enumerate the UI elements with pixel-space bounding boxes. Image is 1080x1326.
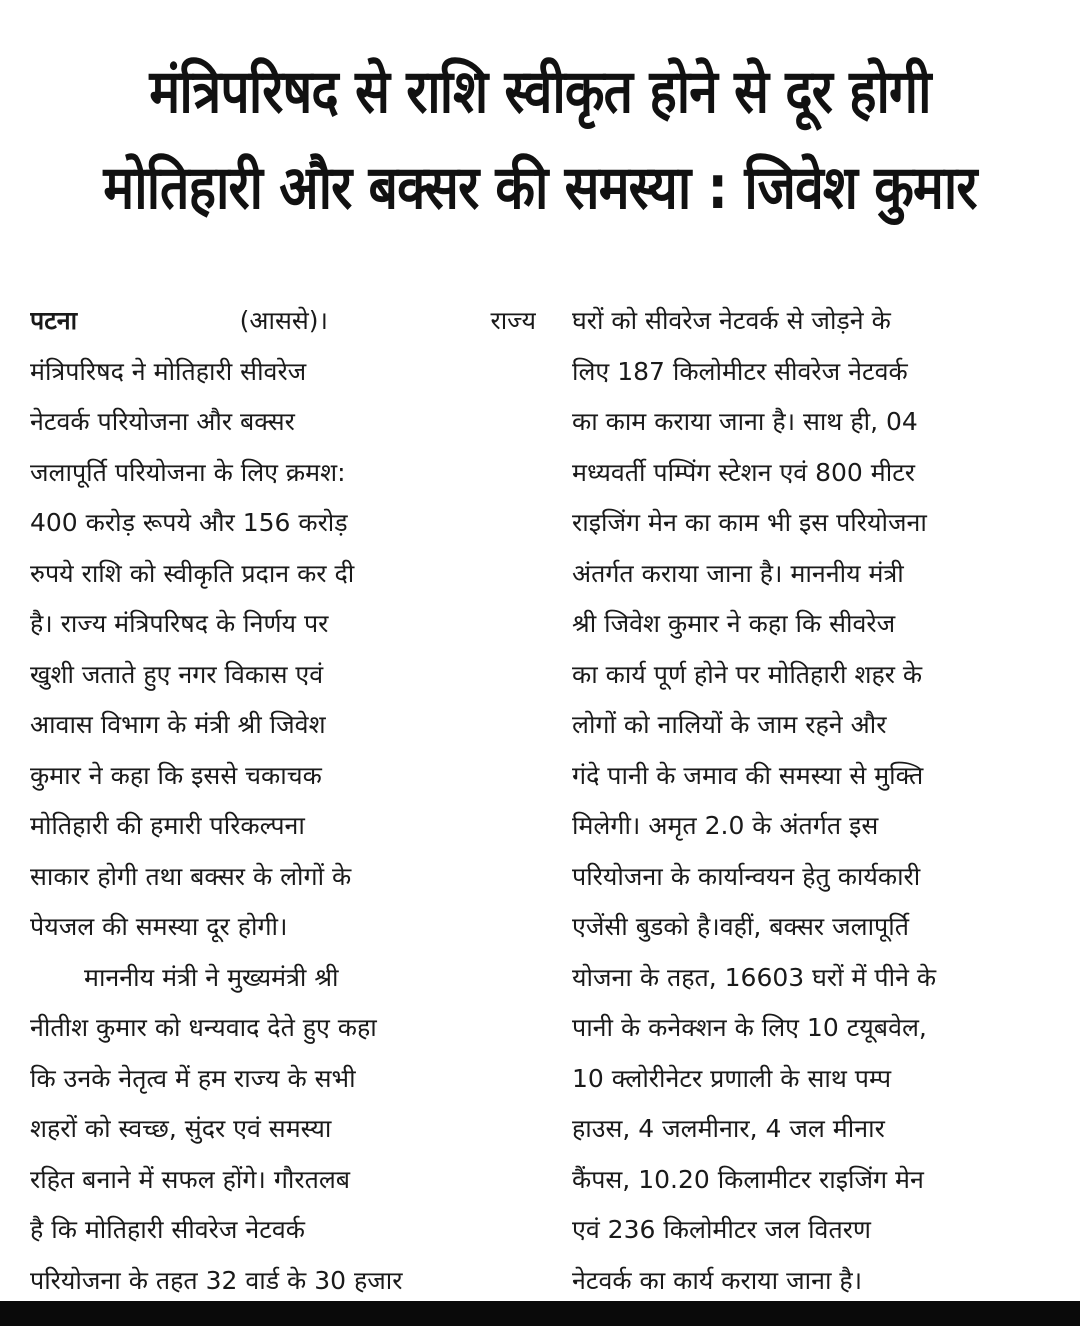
- article-line: रुपये राशि को स्वीकृति प्रदान कर दी: [30, 558, 355, 588]
- article-line: योजना के तहत, 16603 घरों में पीने के: [572, 962, 937, 992]
- article-line: आवास विभाग के मंत्री श्री जिवेश: [30, 710, 326, 739]
- article-first-line: [30, 296, 536, 347]
- headline-line-1: मंत्रिपरिषद से राशि स्वीकृत होने से दूर होगी: [149, 57, 931, 127]
- article-line: श्री जिवेश कुमार ने कहा कि सीवरेज: [572, 609, 896, 638]
- agency-credit: (आससे)।: [239, 306, 328, 335]
- article-line: मोतिहारी की हमारी परिकल्पना: [30, 811, 305, 840]
- article-line: साकार होगी तथा बक्सर के लोगों के: [30, 861, 352, 891]
- dateline: पटना: [30, 306, 78, 335]
- headline-line-2: मोतिहारी और बक्सर की समस्या : जिवेश कुमार: [103, 153, 977, 223]
- article-line: लिए 187 किलोमीटर सीवरेज नेटवर्क: [572, 356, 908, 386]
- article-line: राज्य: [490, 306, 536, 335]
- article-line: पेयजल की समस्या दूर होगी।: [30, 912, 288, 941]
- article-line: नेटवर्क का कार्य कराया जाना है।: [572, 1265, 863, 1295]
- article-line: जलापूर्ति परियोजना के लिए क्रमश:: [30, 457, 346, 487]
- article-line: शहरों को स्वच्छ, सुंदर एवं समस्या: [30, 1114, 332, 1143]
- article-line: 400 करोड़ रूपये और 156 करोड़: [30, 508, 348, 537]
- article-column-left: [30, 296, 536, 1306]
- bottom-black-bar: [0, 1301, 1080, 1326]
- article-line: खुशी जताते हुए नगर विकास एवं: [30, 659, 324, 689]
- article-line: कैंपस, 10.20 किलामीटर राइजिंग मेन: [572, 1164, 924, 1194]
- article-line: राइजिंग मेन का काम भी इस परियोजना: [572, 508, 927, 537]
- article-line: परियोजना के कार्यान्वयन हेतु कार्यकारी: [572, 861, 921, 891]
- article-line: है। राज्य मंत्रिपरिषद के निर्णय पर: [30, 609, 329, 638]
- article-line: माननीय मंत्री ने मुख्यमंत्री श्री: [84, 962, 339, 992]
- article-line: कि उनके नेतृत्व में हम राज्य के सभी: [30, 1063, 356, 1093]
- article-line: मध्यवर्ती पम्पिंग स्टेशन एवं 800 मीटर: [572, 457, 916, 487]
- article-line: है कि मोतिहारी सीवरेज नेटवर्क: [30, 1215, 305, 1244]
- article-line: नीतीश कुमार को धन्यवाद देते हुए कहा: [30, 1013, 377, 1042]
- article-line: नेटवर्क परियोजना और बक्सर: [30, 407, 295, 436]
- article-line: 10 क्लोरीनेटर प्रणाली के साथ पम्प: [572, 1063, 892, 1093]
- article-line: गंदे पानी के जमाव की समस्या से मुक्ति: [572, 760, 924, 790]
- article-line: का काम कराया जाना है। साथ ही, 04: [572, 407, 918, 436]
- article-line: घरों को सीवरेज नेटवर्क से जोड़ने के: [572, 306, 891, 335]
- article-line: अंतर्गत कराया जाना है। माननीय मंत्री: [572, 558, 904, 588]
- article-line: एजेंसी बुडको है।वहीं, बक्सर जलापूर्ति: [572, 912, 909, 941]
- article-line: का कार्य पूर्ण होने पर मोतिहारी शहर के: [572, 659, 923, 689]
- article-line: रहित बनाने में सफल होंगे। गौरतलब: [30, 1164, 351, 1194]
- article-line: हाउस, 4 जलमीनार, 4 जल मीनार: [572, 1114, 885, 1143]
- article-line: पानी के कनेक्शन के लिए 10 टयूबवेल,: [572, 1013, 927, 1042]
- article-line: परियोजना के तहत 32 वार्ड के 30 हजार: [30, 1265, 403, 1295]
- article-line: कुमार ने कहा कि इससे चकाचक: [30, 760, 322, 790]
- article-line: एवं 236 किलोमीटर जल वितरण: [572, 1215, 872, 1244]
- article-line: मिलेगी। अमृत 2.0 के अंतर्गत इस: [572, 811, 879, 840]
- headline: [0, 44, 1080, 236]
- article-column-right: [572, 296, 1076, 1306]
- article-line: मंत्रिपरिषद ने मोतिहारी सीवरेज: [30, 356, 307, 386]
- article-line: लोगों को नालियों के जाम रहने और: [572, 710, 887, 739]
